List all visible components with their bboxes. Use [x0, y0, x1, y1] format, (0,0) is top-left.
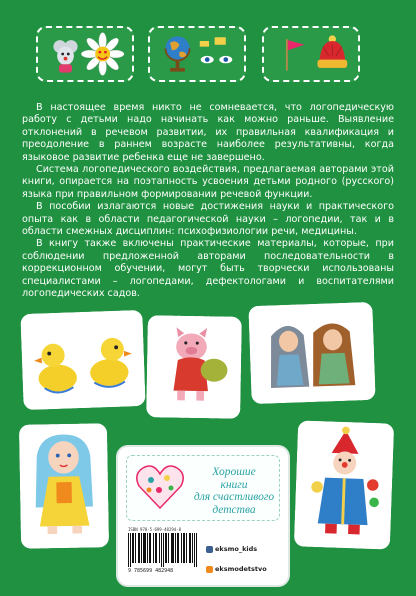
pig-icon: [173, 327, 228, 401]
hat-icon: [318, 35, 348, 68]
duckling-right-icon: [89, 337, 133, 387]
card-grandmas: [248, 302, 375, 404]
grandmas-illustration: [250, 304, 373, 402]
flag-hat-illustration: [264, 28, 358, 80]
globe-eyes-illustration: [150, 28, 244, 80]
social-handle-1[interactable]: [206, 545, 257, 553]
slogan-line-1: Хорошие: [212, 466, 256, 478]
daisy-icon: [81, 33, 124, 76]
doll-icon: [34, 434, 93, 534]
social-handle-2[interactable]: [206, 565, 267, 573]
social-handle-2-label: eksmodetstvo: [215, 565, 267, 573]
badge-slogan: [189, 466, 279, 516]
card-clown: [294, 420, 394, 549]
globe-icon: [165, 36, 189, 71]
isbn-text: ISBN 978-5-699-48294-8: [128, 527, 181, 532]
barcode-icon: [128, 533, 198, 567]
card-flag-hat: [262, 26, 360, 82]
annotation-paragraph-2: Система логопедического воздействия, предлагаемая авторами этой книги, опирается на поэтапность усвоения детьми родного (русского) языка при правильном формировании речевой функции.: [22, 164, 394, 200]
barcode-number: 9 785699 482948: [128, 568, 174, 574]
social-network-icon: [206, 566, 213, 573]
barcode-area: [126, 527, 280, 581]
duckling-left-icon: [34, 343, 78, 393]
card-ducklings: [20, 310, 145, 410]
mouse-daisy-illustration: [38, 28, 132, 80]
social-handle-1-label: eksmo_kids: [215, 545, 258, 553]
clown-illustration: [296, 422, 392, 547]
eyes-icon: [200, 37, 233, 63]
flag-icon: [286, 39, 305, 71]
annotation-paragraph-4: В книгу также включены практические материалы, которые, при соблюдении предложенной авторами последовательности в коррекционном обучении, могут быть творчески использованы специалистами – логопедами, дефектологами и воспитателями логопедических садов.: [22, 238, 394, 300]
grandma-left-icon: [269, 325, 309, 388]
publisher-badge: [118, 447, 288, 585]
ducklings-illustration: [22, 312, 143, 408]
pig-illustration: [148, 317, 240, 417]
social-network-icon: [206, 546, 213, 553]
card-globe-eyes: [148, 26, 246, 82]
mouse-icon: [53, 40, 77, 73]
card-doll: [19, 423, 109, 549]
annotation-text: [22, 102, 394, 301]
clown-icon: [310, 425, 382, 535]
card-mouse-daisy: [36, 26, 134, 82]
grandma-right-icon: [311, 323, 355, 387]
doll-illustration: [21, 425, 107, 546]
card-pig: [146, 315, 242, 419]
slogan-line-2: книги: [220, 478, 248, 491]
badge-header: [126, 455, 280, 521]
slogan-line-3: для счастливого: [193, 491, 275, 503]
heart-pattern-icon: [135, 464, 185, 510]
slogan-line-4: детства: [212, 503, 256, 516]
annotation-paragraph-1: В настоящее время никто не сомневается, что логопедическую работу с детьми надо начинать как можно раньше. Выявление отклонений в речевом развитии, их правильная квалификация и преодоление в раннем возрасте наиболее результативны, когда языковое развитие ребенка еще не завершено.: [22, 102, 394, 163]
annotation-paragraph-3: В пособии излагаются новые достижения науки и практического опыта как в области педагогической науки – логопедии, так и в области смежных дисциплин: психофизиологии речи, медицины.: [22, 201, 394, 238]
